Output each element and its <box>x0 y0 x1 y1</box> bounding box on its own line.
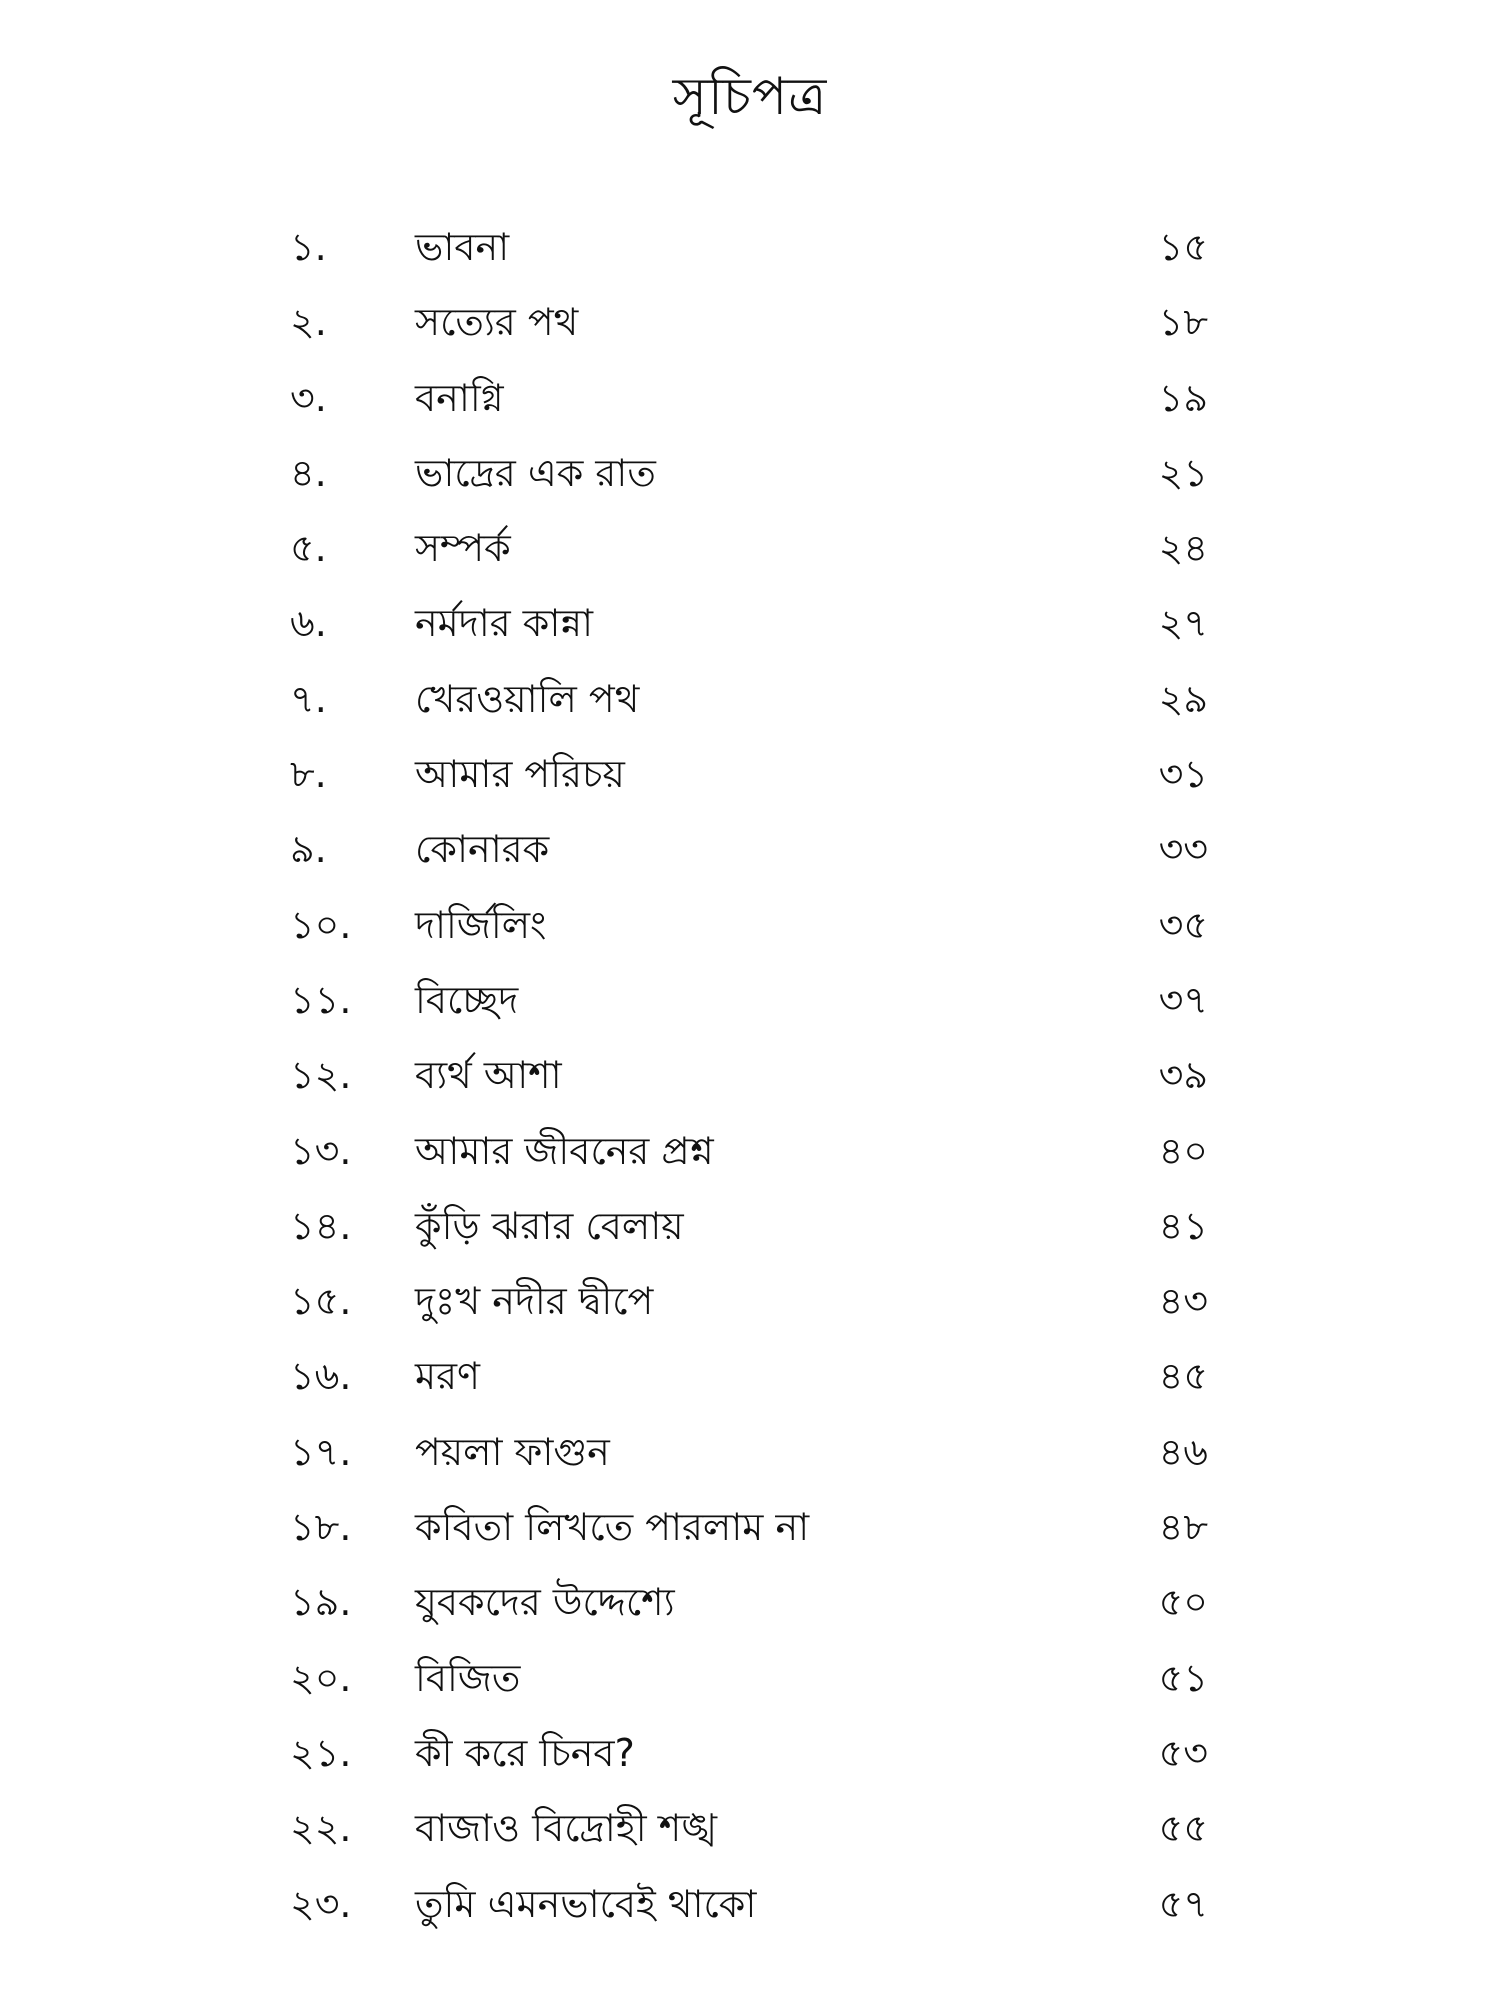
toc-entry <box>0 285 1500 360</box>
entry-number: ২২. <box>290 1806 352 1851</box>
entry-number: ৪. <box>290 450 327 495</box>
entry-title: সত্যের পথ <box>415 300 579 345</box>
toc-entry <box>0 1867 1500 1942</box>
entry-number: ১২. <box>290 1053 352 1098</box>
entry-page-number: ২১ <box>1158 450 1208 495</box>
entry-number: ৬. <box>290 601 327 646</box>
entry-page-number: ২৭ <box>1158 601 1208 646</box>
toc-entry <box>0 1339 1500 1414</box>
entry-page-number: ৫৭ <box>1158 1881 1208 1926</box>
entry-number: ১৮. <box>290 1505 352 1550</box>
entry-title: কী করে চিনব? <box>415 1730 635 1775</box>
page-title: সূচিপত্র <box>672 67 828 127</box>
entry-page-number: ৩৭ <box>1158 977 1208 1022</box>
entry-page-number: ৪৬ <box>1158 1429 1208 1474</box>
entry-page-number: ৩৩ <box>1158 827 1208 872</box>
entry-title: ভাদ্রের এক রাত <box>415 450 656 495</box>
entry-title: দুঃখ নদীর দ্বীপে <box>415 1279 654 1324</box>
entry-title: যুবকদের উদ্দেশ্যে <box>415 1580 675 1625</box>
entry-number: ১৭. <box>290 1429 352 1474</box>
entry-number: ৫. <box>290 526 327 571</box>
entry-page-number: ১৯ <box>1158 375 1208 420</box>
toc-entry <box>0 1038 1500 1113</box>
table-of-contents <box>0 210 1500 1942</box>
entry-title: ভাবনা <box>415 225 510 269</box>
toc-entry <box>0 1189 1500 1264</box>
entry-page-number: ১৮ <box>1158 300 1208 345</box>
entry-title: নর্মদার কান্না <box>415 601 594 646</box>
toc-entry <box>0 963 1500 1038</box>
entry-title: বিচ্ছেদ <box>415 977 519 1022</box>
entry-number: ৯. <box>290 827 327 872</box>
entry-page-number: ৪৫ <box>1158 1354 1208 1399</box>
entry-title: কোনারক <box>415 827 550 872</box>
entry-page-number: ১৫ <box>1158 225 1208 269</box>
entry-title: আমার জীবনের প্রশ্ন <box>415 1128 714 1173</box>
entry-number: ১০. <box>290 902 352 947</box>
entry-number: ১৯. <box>290 1580 352 1625</box>
entry-page-number: ৩৯ <box>1158 1053 1208 1098</box>
toc-entry <box>0 511 1500 586</box>
entry-title: দার্জিলিং <box>415 902 547 947</box>
toc-entry <box>0 1641 1500 1716</box>
entry-number: ২৩. <box>290 1881 352 1926</box>
entry-page-number: ২৪ <box>1158 526 1208 571</box>
toc-entry <box>0 1114 1500 1189</box>
toc-entry <box>0 888 1500 963</box>
entry-number: ৮. <box>290 752 327 797</box>
entry-number: ৩. <box>290 375 327 420</box>
entry-number: ১৩. <box>290 1128 352 1173</box>
entry-title: মরণ <box>415 1354 480 1399</box>
entry-page-number: ৩১ <box>1158 752 1208 797</box>
entry-number: ১৫. <box>290 1279 352 1324</box>
entry-title: তুমি এমনভাবেই থাকো <box>415 1881 757 1926</box>
entry-page-number: ৫১ <box>1158 1655 1208 1700</box>
entry-page-number: ৫০ <box>1158 1580 1208 1625</box>
entry-number: ২০. <box>290 1655 352 1700</box>
entry-title: কুঁড়ি ঝরার বেলায় <box>415 1203 684 1248</box>
toc-entry <box>0 1415 1500 1490</box>
toc-entry <box>0 1264 1500 1339</box>
toc-entry <box>0 662 1500 737</box>
entry-page-number: ৪৮ <box>1158 1505 1208 1550</box>
entry-title: খেরওয়ালি পথ <box>415 676 640 721</box>
entry-title: বিজিত <box>415 1655 521 1700</box>
entry-page-number: ৪০ <box>1158 1128 1208 1173</box>
entry-page-number: ৫৩ <box>1158 1730 1208 1775</box>
toc-entry <box>0 1716 1500 1791</box>
toc-entry <box>0 737 1500 812</box>
toc-entry <box>0 1791 1500 1866</box>
entry-title: পয়লা ফাগুন <box>415 1429 610 1474</box>
entry-title: কবিতা লিখতে পারলাম না <box>415 1505 810 1550</box>
entry-number: ১. <box>290 225 327 269</box>
toc-entry <box>0 210 1500 285</box>
entry-number: ১৬. <box>290 1354 352 1399</box>
entry-page-number: ৫৫ <box>1158 1806 1208 1851</box>
entry-title: সম্পর্ক <box>415 526 511 571</box>
entry-title: আমার পরিচয় <box>415 752 625 797</box>
toc-entry <box>0 812 1500 887</box>
entry-page-number: ৩৫ <box>1158 902 1208 947</box>
entry-title: ব্যর্থ আশা <box>415 1053 562 1098</box>
toc-entry <box>0 1490 1500 1565</box>
entry-number: ১১. <box>290 977 352 1022</box>
entry-page-number: ৪১ <box>1158 1203 1208 1248</box>
entry-title: বনাগ্নি <box>415 375 504 420</box>
entry-title: বাজাও বিদ্রোহী শঙ্খ <box>415 1806 717 1851</box>
toc-entry <box>0 436 1500 511</box>
entry-number: ২. <box>290 300 327 345</box>
entry-number: ১৪. <box>290 1203 352 1248</box>
toc-entry <box>0 1565 1500 1640</box>
entry-page-number: ২৯ <box>1158 676 1208 721</box>
toc-entry <box>0 586 1500 661</box>
entry-number: ৭. <box>290 676 327 721</box>
toc-entry <box>0 361 1500 436</box>
entry-number: ২১. <box>290 1730 352 1775</box>
entry-page-number: ৪৩ <box>1158 1279 1208 1324</box>
